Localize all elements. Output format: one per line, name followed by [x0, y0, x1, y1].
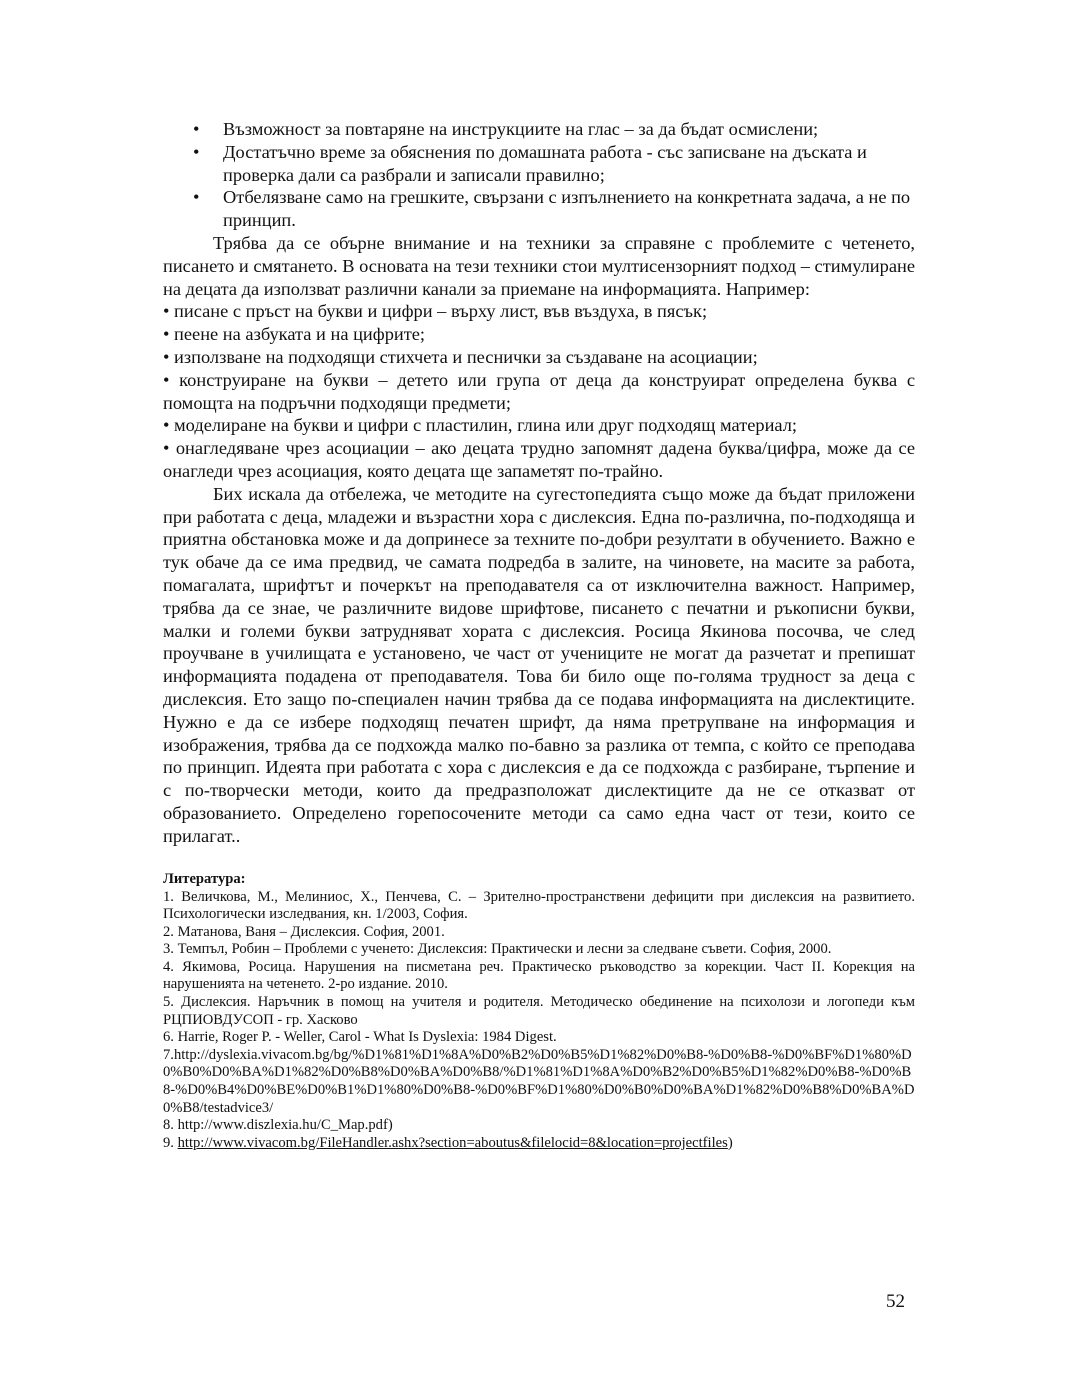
reference-item: 4. Якимова, Росица. Нарушения на писметана реч. Практическо ръководство за корекции. Част II. Корекция на нарушенията на четенето. 2-ро издание. 2010. [163, 958, 915, 993]
technique-item: • конструиране на букви – детето или група от деца да конструират определена буква с помощта на подръчни подходящи предмети; [163, 369, 915, 413]
reference-item: 5. Дислексия. Наръчник в помощ на учителя и родителя. Методическо обединение на психолози и логопеди към РЦПИОВДУСОП - гр. Хасково [163, 994, 915, 1028]
page-number: 52 [886, 1291, 905, 1312]
reference-number: 9. [163, 1134, 178, 1151]
technique-item: • онагледяване чрез асоциации – ако децата трудно запомнят дадена буква/цифра, може да се онагледи чрез асоциация, която децата ще запаметят по-трайно. [163, 438, 915, 481]
reference-item: 3. Темпъл, Робин – Проблеми с ученето: Дислексия: Практически и лесни за следване съвети. София, 2000. [163, 941, 832, 958]
technique-item: • моделиране на букви и цифри с пластилин, глина или друг подходящ материал; [163, 415, 798, 436]
reference-item: 7.http://dyslexia.vivacom.bg/bg/%D1%81%D1%8A%D0%B2%D0%B5%D1%82%D0%B8-%D0%B8-%D0%BF%D1%80%D0%B0%D0%BA%D1%82%D0%B8%D0%BA%D0%B8/%D1%81%D1%8A%D0%B2%D0%B5%D1%82%D0%B8-%D0%B8-%D0%B4%D0%BE%D0%B1%D1%80%D0%B8-%D0%BF%D1%80%D0%B0%D0%BA%D1%82%D0%B8%D0%BA%D0%B8/testadvice3/ [163, 1046, 915, 1116]
bullet-symbol: • [193, 141, 200, 162]
reference-link[interactable]: http://www.vivacom.bg/FileHandler.ashx?section=aboutus&filelocid=8&location=projectfiles [177, 1134, 728, 1151]
references-heading: Литература: [163, 870, 246, 887]
list-item [163, 141, 915, 187]
reference-item: 6. Harrie, Roger P. - Weller, Carol - What Is Dyslexia: 1984 Digest. [163, 1029, 557, 1046]
list-item [163, 118, 915, 141]
reference-item: 8. http://www.diszlexia.hu/C_Map.pdf) [163, 1117, 393, 1134]
technique-item: • използване на подходящи стихчета и песнички за създаване на асоциации; [163, 346, 758, 367]
list-item-text: Достатъчно време за обяснения по домашната работа - със записване на дъската и проверка дали са разбрали и записали правилно; [223, 141, 867, 185]
list-item [163, 186, 915, 232]
reference-item [163, 1135, 915, 1153]
reference-item: 1. Величкова, М., Мелиниос, Х., Пенчева, С. – Зрително-пространствени дефицити при дислексия на развитието. Психологически изследвания, кн. 1/2003, София. [163, 888, 915, 923]
paragraph-suggestopedia: Бих искала да отбележа, че методите на сугестопедията също може да бъдат приложени при работата с деца, младежи и възрастни хора с дислексия. Една по-различна, по-подходяща и приятна обстановка може и да допринесе за техните по-добри резултати в обучението. Важно е тук обаче да се има предвид, че самата подредба в залите, на чиновете, на масите за работа, помагалата, шрифтът и почеркът на преподавателя са от изключителна важност. Например, трябва да се знае, че различните видове шрифтове, писането с печатни и ръкописни букви, малки и големи букви затрудняват хората с дислексия. Росица Якинова посочва, че след проучване в училищата е установено, че част от учениците не могат да разчетат и препишат информацията подадена от преподавателя. Това би било още по-голяма трудност за деца с дислексия. Ето защо по-специален начин трябва да се подава информацията на дислектиците. Нужно е да се избере подходящ печатен шрифт, да няма претрупване на информация и изображения, трябва да се подхожда малко по-бавно за разлика от темпа, с който се преподава по принцип. Идеята при работата с хора с дислексия е да се подхожда с разбиране, търпение и с по-творчески методи, които да предразположат дислектиците да не се отказват от образованието. Определено горепосочените методи са само една част от тези, които се прилагат.. [163, 483, 915, 846]
list-item-text: Отбелязване само на грешките, свързани с изпълнението на конкретната задача, а не по принцип. [223, 187, 911, 231]
list-item-text: Възможност за повтаряне на инструкциите на глас – за да бъдат осмислени; [223, 119, 819, 139]
technique-item: • писане с пръст на букви и цифри – върху лист, във въздуха, в пясък; [163, 301, 708, 322]
page-content [163, 118, 915, 1152]
paragraph-techniques-intro: Трябва да се обърне внимание и на техники за справяне с проблемите с четенето, писането и смятането. В основата на тези техники стои мултисензорният подход – стимулиране на децата да използват различни канали за приемане на информацията. Например: [163, 232, 915, 299]
bullet-symbol: • [193, 119, 200, 139]
reference-item: 2. Матанова, Ваня – Дислексия. София, 2001. [163, 923, 445, 940]
reference-suffix: ) [727, 1134, 733, 1151]
bullet-list [163, 118, 915, 232]
bullet-symbol: • [193, 187, 200, 208]
technique-item: • пеене на азбуката и на цифрите; [163, 324, 426, 345]
